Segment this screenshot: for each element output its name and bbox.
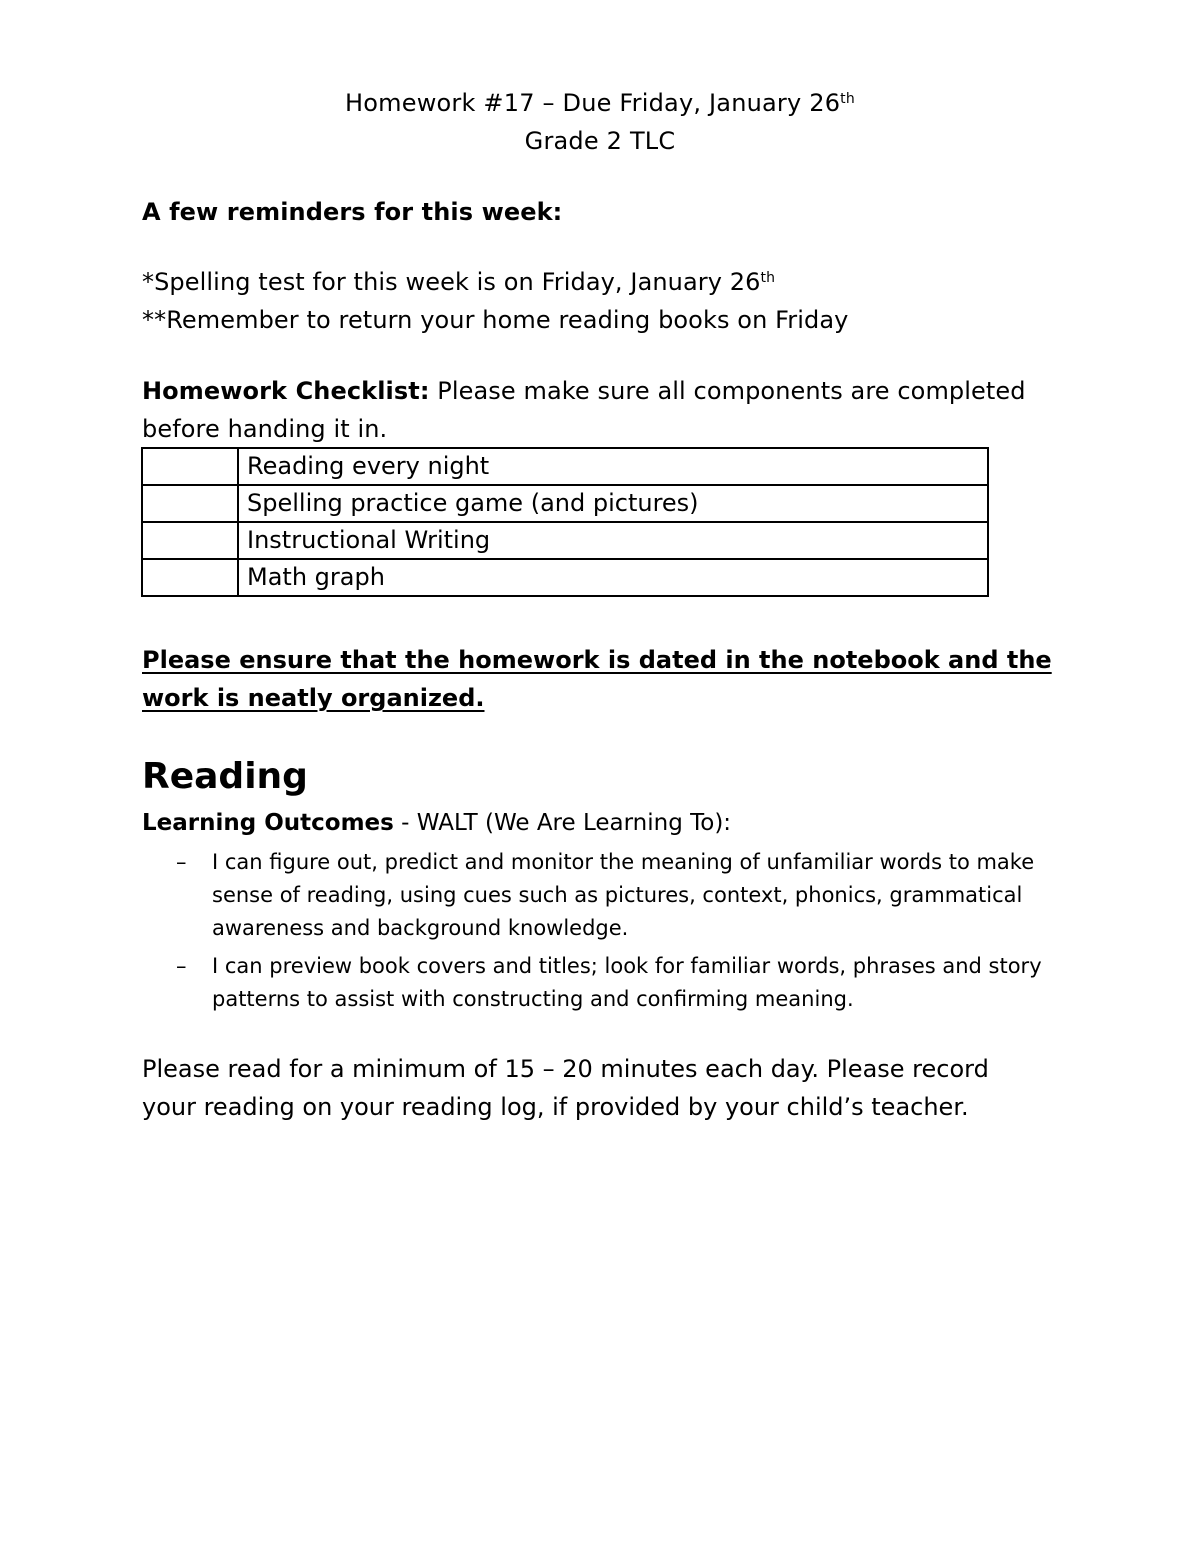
dash-bullet: –: [176, 850, 187, 874]
neatness-notice: [142, 641, 1052, 717]
table-row: [142, 448, 988, 485]
page-title-ordinal: th: [840, 91, 855, 107]
reminder-item: [142, 305, 848, 335]
checklist-item: Spelling practice game (and pictures): [238, 485, 988, 522]
outcome-text: I can preview book covers and titles; look for familiar words, phrases and story patterns to assist with constructing and confirming meaning.: [212, 954, 1042, 1011]
checklist-item: Math graph: [238, 559, 988, 596]
checklist-intro: [142, 376, 1026, 406]
checkbox-cell[interactable]: [142, 448, 238, 485]
reminder-ordinal: th: [760, 270, 776, 286]
page-title: [0, 88, 1200, 118]
notice-line: Please ensure that the homework is dated in the notebook and the: [142, 646, 1052, 674]
list-item: [142, 846, 1042, 945]
checkbox-cell[interactable]: [142, 522, 238, 559]
learning-outcomes-list: [142, 846, 1042, 1021]
checklist-item: Instructional Writing: [238, 522, 988, 559]
reminder-text: *Spelling test for this week is on Friday, January 26: [142, 268, 761, 296]
page-title-text: Homework #17 – Due Friday, January 26: [345, 89, 841, 117]
learning-outcomes-label: Learning Outcomes: [142, 810, 394, 836]
table-row: [142, 485, 988, 522]
reminder-text: **Remember to return your home reading books on Friday: [142, 306, 849, 334]
table-row: [142, 522, 988, 559]
reading-instructions-line: your reading on your reading log, if provided by your child’s teacher.: [142, 1093, 969, 1121]
checkbox-cell[interactable]: [142, 559, 238, 596]
outcome-text: I can figure out, predict and monitor the meaning of unfamiliar words to make sense of reading, using cues such as pictures, context, phonics, grammatical awareness and background knowledge.: [212, 850, 1035, 940]
checklist-intro-text: Please make sure all components are completed: [429, 377, 1026, 405]
checklist-intro-continued: before handing it in.: [142, 415, 388, 443]
learning-outcomes-heading: [142, 808, 731, 838]
learning-outcomes-subtitle: - WALT (We Are Learning To):: [393, 810, 732, 836]
page-subtitle: Grade 2 TLC: [524, 127, 676, 155]
reminder-item: [142, 267, 775, 297]
reading-instructions-line: Please read for a minimum of 15 – 20 minutes each day. Please record: [142, 1055, 989, 1083]
checklist-item: Reading every night: [238, 448, 988, 485]
homework-checklist-table: [141, 447, 989, 597]
table-row: [142, 559, 988, 596]
reading-section-title: Reading: [142, 756, 308, 797]
dash-bullet: –: [176, 954, 187, 978]
reminders-heading: A few reminders for this week:: [142, 198, 563, 226]
notice-line: work is neatly organized.: [142, 684, 485, 712]
checklist-label: Homework Checklist:: [142, 377, 430, 405]
checkbox-cell[interactable]: [142, 485, 238, 522]
reading-instructions: [142, 1050, 1042, 1126]
list-item: [142, 950, 1042, 1016]
